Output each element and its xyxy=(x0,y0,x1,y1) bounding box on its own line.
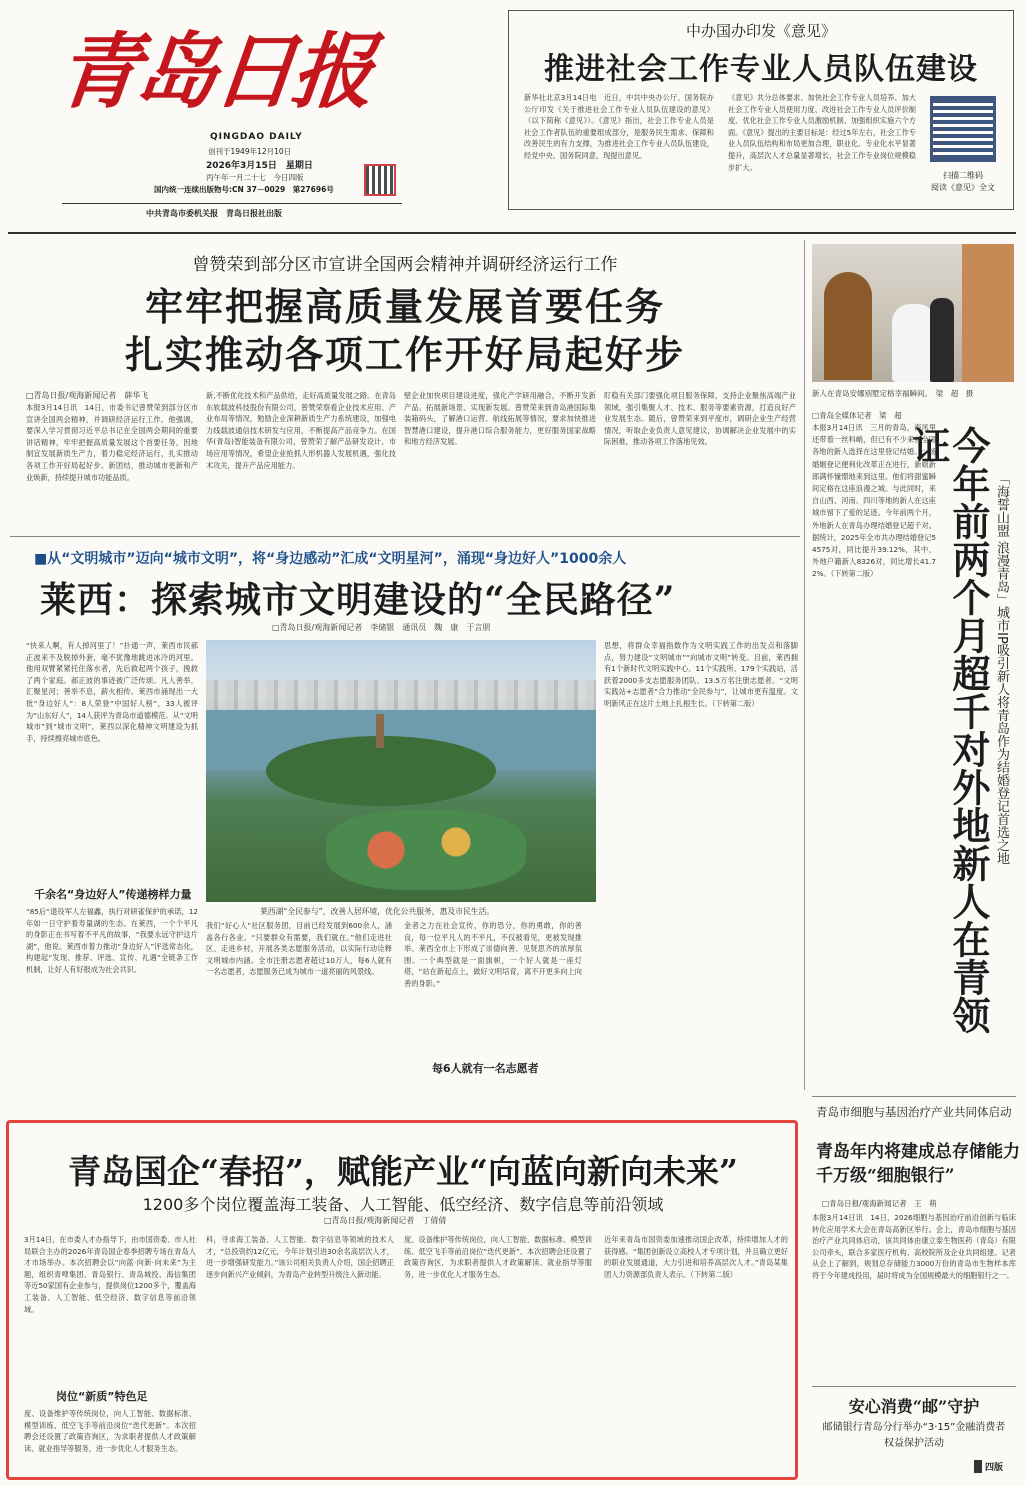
lead-story-byline: □青岛日报/观海新闻记者 薛华飞 xyxy=(26,391,149,400)
boxed-story-headline: 青岛国企“春招”，赋能产业“向蓝向新向未来” xyxy=(68,1152,738,1191)
top-story-qr-caption: 扫描二维码 阅读《意见》全文 xyxy=(931,171,995,192)
top-story-headline: 推进社会工作专业人员队伍建设 xyxy=(544,52,978,87)
lead-story-body-3: 壁企业加快项目建设进度，强化产学研用融合，不断开发新产品、拓展新场景、实现新发展。曾赞荣来到青岛港国际集装箱码头，了解港口运营、航线拓展等情况，要求加快推进智慧港口建设，提升港口综合服务能力，更好服务国家战略和地方经济发展。 xyxy=(404,391,596,447)
boxed-story-col-4: 近年来青岛市国资委加速推动国企改革，持续增加人才的获得感。“集团创新设立高校人才专项计划，并且确立更好的职业发展通道，大力引进和培养高层次人才。”青岛某集团人力资源部负责人表示。（下转第二版） xyxy=(604,1235,788,1279)
postal-headline: 安心消费“邮”守护 xyxy=(848,1397,980,1416)
feature-kicker: ■从“文明城市”迈向“城市文明”，将“身边感动”汇成“文明星河”，涌现“身边好人”1000余人 xyxy=(34,551,627,567)
side-photo-caption: 新人在青岛安娜别墅定格幸福瞬间。 梁 超 摄 xyxy=(812,389,974,398)
lead-story-body-4: 盯稳有关部门要强化项目服务保障，支持企业聚焦高端产业领域，强引集聚人才、技术、服务等要素资源，打造良好产业发展生态。随后，曾赞荣来到平度市，调研企业生产经营情况，听取企业负责人意见建议，协调解决企业发展中的实际困难，推动各项工作落地见效。 xyxy=(604,391,796,447)
feature-subhead-2: 每6人就有一名志愿者 xyxy=(432,1062,539,1075)
lead-story-headline-2: 扎实推动各项工作开好局起好步 xyxy=(124,332,685,377)
boxed-story-subtitle: 1200多个岗位覆盖海工装备、人工智能、低空经济、数字信息等前沿领域 xyxy=(142,1195,664,1214)
lead-story-body-2: 新,不断优化技术和产品供给，走好高质量发展之路。在青岛东软载波科技股份有限公司，曾赞荣察看企业技术应用、产业布局等情况，勉励企业深耕新质生产力系统建设，加强电力线载波通信技术研发与应用，不断提高产品竞争力。在国华(青岛)智能装备有限公司，曾赞荣了解产品研发设计、市场应用等情况，希望企业抢抓人形机器人发展机遇，强化技术攻关，提升产品应用能力。 xyxy=(206,391,396,470)
feature-col-4: 金者之力在社会宣传，你的恐分，你的勇敢，你的善良，每一位平凡人的不平凡，不仅被看见，更被发现推举。莱西全市上下形成了崇德向善、见贤思齐的浓厚氛围。一个典型就是一面旗帜，一个好人就是一座灯塔，“站在新起点上，做好文明培育，离不开更多向上向善的身影。” xyxy=(404,921,582,988)
side-story-headline: 今年前两个月超千对外地新人在青领证 xyxy=(906,426,991,1034)
boxed-story-col-3: 度、设备维护等传统岗位，向人工智能、数据标准、模型训练、低空飞手等前沿岗位“迭代更新”。本次招聘会还设置了政策咨询区，为求职者提供人才政策解读、就业指导等服务，进一步优化人才服务生态。 xyxy=(404,1235,592,1279)
cell-bank-headline: 青岛年内将建成总存储能力千万级“细胞银行” xyxy=(816,1142,1020,1186)
side-story-byline: □青岛全媒体记者 梁 超 xyxy=(812,411,902,420)
cell-bank-kicker: 青岛市细胞与基因治疗产业共同体启动 xyxy=(816,1105,1012,1119)
lead-story-kicker: 曾赞荣到部分区市宣讲全国两会精神并调研经济运行工作 xyxy=(192,255,618,275)
lead-story-body-1: 本报3月14日讯 14日，市委书记曾赞荣到部分区市宣讲全国两会精神，并调研经济运行工作。他强调，要深入学习贯彻习近平总书记在全国两会期间的重要讲话精神，牢牢把握高质量发展这个首要任务，因地制宜发展新质生产力，着力稳定经济运行，扎实推动各项工作开好局起好步。新团结，推动城市更新和产业焕新，持续提升城市功能品质。 xyxy=(26,403,198,482)
feature-photo-playground xyxy=(326,810,526,890)
masthead-title: 青岛日报 xyxy=(52,24,376,120)
top-story-body-1: 新华社北京3月14日电 近日，中共中央办公厅、国务院办公厅印发《关于推进社会工作专业人员队伍建设的意见》（以下简称《意见》）。《意见》指出，社会工作专业人员是社会工作者队伍的重要组成部分，是服务民生需求、保障和改善民生的有力支撑，为推进社会工作专业人员队伍建设，经党中央、国务院同意，现提出意见。 xyxy=(524,93,714,160)
masthead-pinyin: QINGDAO DAILY xyxy=(210,132,303,142)
masthead-lunar: 丙午年一月二十七 今日四版 xyxy=(206,173,304,182)
postal-subtitle: 邮储银行青岛分行举办“3·15”金融消费者权益保护活动 xyxy=(822,1422,1006,1449)
feature-photo xyxy=(206,640,596,902)
boxed-story-subhead: 岗位“新质”特色足 xyxy=(56,1390,148,1403)
boxed-story-col-1b: 度、设备维护等传统岗位，向人工智能、数据标准、模型训练、低空飞手等前沿岗位“迭代更新”。本次招聘会还设置了政策咨询区，为求职者提供人才政策解读、就业指导等服务，进一步优化人才服务生态。 xyxy=(24,1409,196,1453)
masthead-qr-icon xyxy=(364,164,396,196)
lead-story-headline-1: 牢牢把握高质量发展首要任务 xyxy=(144,284,665,329)
boxed-story-col-2: 科，寻求海工装备、人工智能、数字信息等领域的技术人才，“总投资约12亿元，今年计划引进30余名高层次人才，进一步增强研发能力。”该公司相关负责人介绍，国企招聘正逐步向新兴产业倾斜，为青岛产业转型升级注入新动能。 xyxy=(206,1235,394,1279)
cell-bank-body: 本报3月14日讯 14日，2026细胞与基因治疗前沿创新与临床转化应用学术大会在青岛高新区举行。会上，青岛市细胞与基因治疗产业共同体启动，该共同体由康立泰生物医药（青岛）有限公司牵头，联合多家医疗机构、高校院所及企业共同组建。记者从会上了解到，规划总存储能力3000万份的青岛市生物样本库将于今年建成投用，届时将成为全国规模最大的细胞银行之一。 xyxy=(812,1213,1016,1280)
cell-bank-byline: □青岛日报/观海新闻记者 王 萌 xyxy=(822,1199,937,1208)
page-tag: 四版 xyxy=(974,1460,1003,1473)
top-story-qr-icon xyxy=(930,96,996,162)
side-story-kicker: 「海誓山盟 浪漫青岛」城市IP吸引新人将青岛作为结婚登记首选之地 xyxy=(994,472,1009,865)
feature-photo-city xyxy=(206,680,596,710)
feature-col-3: 我们“好心人”社区服务团，目前已经发展到600余人，涵盖各行各业。“只要群众有需要，我们就在。”他们走进社区、走进乡村，开展各类志愿服务活动，以实际行动诠释文明城市内涵。全市注册志愿者超过10万人，每6人就有一名志愿者，志愿服务已成为城市一道亮丽的风景线。 xyxy=(206,921,392,977)
top-story-body-2: 《意见》共分总体要求、加快社会工作专业人员培养、加大社会工作专业人员使用力度、改进社会工作专业人员评价制度、优化社会工作专业人员激励机制、加强组织实施六个方面。《意见》提出的主要目标是：经过5年左右，社会工作专业人员队伍结构和布局更加合理，职业化、专业化水平显著提升，高层次人才总量显著增长，社会工作专业岗位规模稳步扩大。 xyxy=(728,93,916,172)
side-photo-groom xyxy=(930,298,954,382)
side-photo-door xyxy=(824,272,872,380)
side-story-body: 本报3月14日讯 三月的青岛，海风里还带着一丝料峭，但已有不少来自全国各地的新人选择在这里登记结婚。一场婚姻登记便利化改革正在进行，新娘新郎满怀憧憬地来到这里。他们将甜蜜瞬间定格在这座浪漫之城。与此同时，来自山西、河南、四川等地的新人在这座城市留下了爱的足迹。今年前两个月，外地新人在青岛办理结婚登记超千对。据统计，2025年全市共办理结婚登记54575对，同比提升39.12%，其中，外地户籍新人8326对，同比增长41.72%。（下转第二版） xyxy=(812,423,936,579)
feature-col-1: “快来人啊，有人掉河里了！”扑通一声，莱西市民郝正波来不及脱掉外套，毫不犹豫地跳进冰冷的河里。他用双臂紧紧托住落水者，先后救起两个孩子，挽救了两个家庭。郝正波的事迹被广泛传颂。凡人善举，汇聚星河；善举不息，薪火相传。莱西市涌现出一大批“身边好人”：8人荣登“中国好人榜”，33人被评为“山东好人”，14人获评为青岛市道德模范。从“文明城市”到“城市文明”，莱西以深化精神文明建设为抓手，持续擦亮城市底色。 xyxy=(26,641,198,743)
feature-col-2: “85后”退役军人左福鑫，执行对研雀保护的承诺，12年如一日守护着寿量湖的生态。在莱西，一个个平凡的身影正在书写着不平凡的故事，“我要永远守护这片湖”，他说。莱西市着力推动“身边好人”评选常态化，构建起“发现、推荐、评选、宣传、礼遇”全链条工作机制，让好人有好报成为社会共识。 xyxy=(26,907,198,974)
feature-subhead-1: 千余名“身边好人”传递榜样力量 xyxy=(34,888,192,901)
masthead-date: 2026年3月15日 星期日 xyxy=(206,161,313,171)
side-photo xyxy=(812,244,1014,382)
boxed-story-col-1: 3月14日，在市委人才办指导下，由市国资委、市人社局联合主办的2026年青岛国企春季招聘专场在青岛人才市场举办。本次招聘会以“向蓝·向新·向未来”为主题，组织青啤集团、青岛银行、青岛城投、海信集团等近50家国有企业参与，提供岗位1200多个，覆盖海工装备、人工智能、低空经济、数字信息等前沿领域。 xyxy=(24,1235,196,1314)
top-story-kicker: 中办国办印发《意见》 xyxy=(685,22,836,40)
masthead-sponsor: 中共青岛市委机关报 青岛日报社出版 xyxy=(146,209,282,218)
masthead-cn-number: 国内统一连续出版物号:CN 37－0029 第27696号 xyxy=(154,185,334,194)
feature-byline: □青岛日报/观海新闻记者 李储银 通讯员 魏 康 于言朋 xyxy=(272,623,491,632)
feature-photo-tower xyxy=(376,714,384,748)
boxed-story-byline: □青岛日报/观海新闻记者 丁倩倩 xyxy=(324,1216,447,1225)
feature-photo-caption: 莱西湖“全民参与”，改善人居环境，优化公共服务，惠及市民生活。 xyxy=(260,907,495,916)
feature-col-5: 思想，将群众幸福指数作为文明实践工作的出发点和落脚点，努力建设“文明城市”“向城市文明”转变。目前，莱西拥有1个新时代文明实践中心、11个实践所、179个实践站，活跃着2000多支志愿服务团队、13.5万名注册志愿者。“文明实践站+志愿者”合力推动“全民参与”，让城市更有温度。文明新风正在这片土地上扎根生长。（下转第二版） xyxy=(604,641,798,708)
feature-headline: 莱西：探索城市文明建设的“全民路径” xyxy=(40,579,676,621)
side-photo-wall xyxy=(962,244,1014,382)
masthead-founded: 创刊于1949年12月10日 xyxy=(208,147,292,156)
